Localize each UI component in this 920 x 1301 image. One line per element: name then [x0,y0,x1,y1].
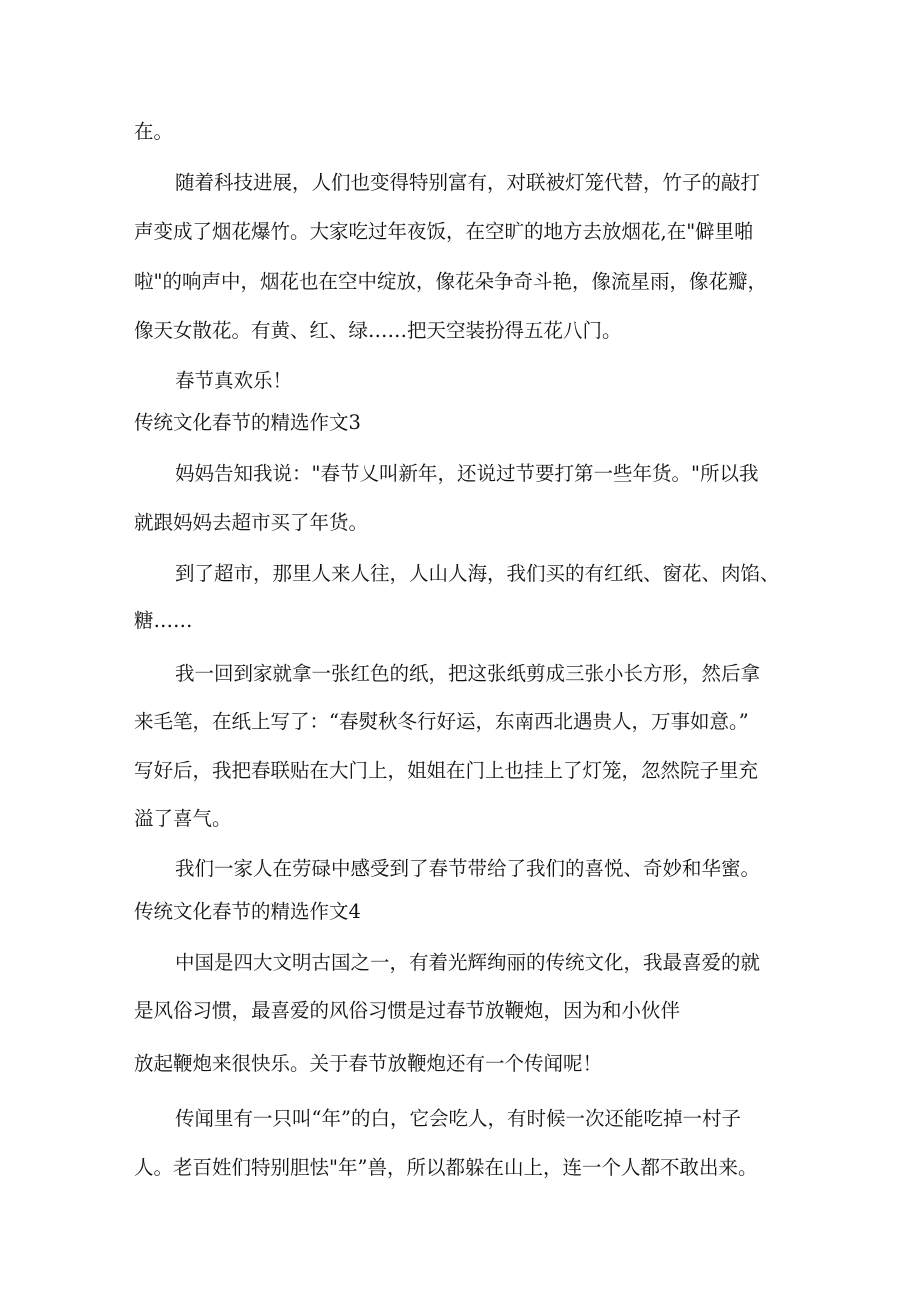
section-heading: 传统文化春节的精选作文3 [134,411,361,434]
paragraph-line: 声变成了烟花爆竹。大家吃过年夜饭，在空旷的地方去放烟花,在"僻里啪 [134,220,754,243]
paragraph-line: 妈妈告知我说："春节乂叫新年，还说过节要打第一些年货。"所以我 [175,462,759,485]
paragraph-line: 写好后，我把春联贴在大门上，姐姐在门上也挂上了灯笼，忽然院子里充 [134,759,759,782]
paragraph-line: 春节真欢乐！ [175,369,293,392]
paragraph-line: 中国是四大文明古国之一，有着光辉绚丽的传统文化，我最喜爱的就 [175,951,761,974]
paragraph-line: 人。老百姓们特别胆怯"年”兽，所以都躲在山上，连一个人都不敢出来。 [134,1156,758,1179]
text-line: 在。 [134,120,174,143]
paragraph-line: 像天女散花。有黄、红、绿……把天空装扮得五花八门。 [134,319,622,342]
paragraph-line: 糖…… [134,609,193,632]
paragraph-line: 是风俗习惯，最喜爱的风俗习惯是过春节放鞭炮，因为和小伙伴 [134,999,681,1022]
paragraph-line: 来毛笔，在纸上写了：“春熨秋冬行好运，东南西北遇贵人，万事如意。” [134,710,749,733]
paragraph-line: 放起鞭炮来很快乐。关于春节放鞭炮还有一个传闻呢！ [134,1052,603,1075]
paragraph-line: 到了超市，那里人来人往，人山人海，我们买的有红纸、窗花、肉馅、 [175,562,780,585]
paragraph-line: 随着科技进展，人们也变得特别富有，对联被灯笼代替，竹子的敲打 [175,171,761,194]
section-heading: 传统文化春节的精选作文4 [134,900,361,923]
paragraph-line: 传闻里有一只叫“年”的白，它会吃人，有时候一次还能吃掉一村子 [175,1107,741,1130]
paragraph-line: 就跟妈妈去超市买了年货。 [134,511,369,534]
paragraph-line: 我一回到家就拿一张红色的纸，把这张纸剪成三张小长方形，然后拿 [175,662,761,685]
paragraph-line: 啦"的响声中，烟花也在空中绽放，像花朵争奇斗艳，像流星雨，像花瓣， [134,270,767,293]
paragraph-line: 我们一家人在劳碌中感受到了春节带给了我们的喜悦、奇妙和华蜜。 [175,857,761,880]
paragraph-line: 溢了喜气。 [134,807,232,830]
